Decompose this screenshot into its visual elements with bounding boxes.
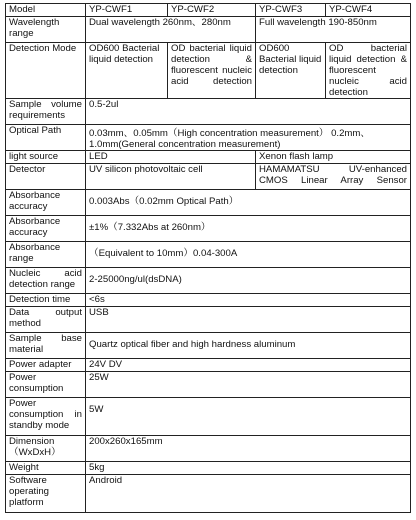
row-detection-mode: [6, 43, 411, 99]
value-cell: 5kg: [86, 462, 411, 475]
model-cell: YP-CWF1: [86, 4, 168, 17]
row-label: Absorbance range: [6, 242, 86, 268]
model-cell: YP-CWF4: [326, 4, 411, 17]
row-sample-base: [6, 333, 411, 359]
model-cell: YP-CWF3: [256, 4, 326, 17]
model-cell: YP-CWF2: [168, 4, 256, 17]
value-cell: 0.5-2ul: [86, 99, 411, 125]
value-cell: UV silicon photovoltaic cell: [86, 164, 256, 190]
value-cell: Android: [86, 475, 411, 513]
row-label: Dimension（WxDxH）: [6, 436, 86, 462]
row-label: Nucleic acid detection range: [6, 268, 86, 294]
row-label: light source: [6, 151, 86, 164]
value-cell: 25W: [86, 372, 411, 398]
row-label: Power consumption in standby mode: [6, 398, 86, 436]
row-label: Absorbance accuracy: [6, 190, 86, 216]
row-label: Weight: [6, 462, 86, 475]
row-wavelength-range: [6, 17, 411, 43]
row-standby-power: [6, 398, 411, 436]
row-dimension: [6, 436, 411, 462]
value-cell: USB: [86, 307, 411, 333]
row-label: Wavelength range: [6, 17, 86, 43]
value-cell: Full wavelength 190-850nm: [256, 17, 411, 43]
value-cell: 0.03mm、0.05mm（High concentration measurement） 0.2mm、1.0mm(General concentration measurement): [86, 125, 411, 151]
row-label: Absorbance accuracy: [6, 216, 86, 242]
row-label: Model: [6, 4, 86, 17]
value-cell: OD600 Bacterial liquid detection: [86, 43, 168, 99]
row-absorbance-accuracy-2: [6, 216, 411, 242]
row-power-adapter: [6, 359, 411, 372]
row-model: [6, 4, 411, 17]
row-label: Sample volume requirements: [6, 99, 86, 125]
value-cell: 200x260x165mm: [86, 436, 411, 462]
value-cell: 0.003Abs（0.02mm Optical Path）: [86, 190, 411, 216]
spec-table: [5, 3, 411, 513]
value-cell: （Equivalent to 10mm）0.04-300A: [86, 242, 411, 268]
value-cell: OD bacterial liquid detection & fluorescent nucleic acid detection: [168, 43, 256, 99]
row-label: Sample base material: [6, 333, 86, 359]
value-cell: OD bacterial liquid detection & fluorescent nucleic acid detection: [326, 43, 411, 99]
row-absorbance-range: [6, 242, 411, 268]
row-light-source: [6, 151, 411, 164]
row-power-consumption: [6, 372, 411, 398]
row-label: Software operating platform: [6, 475, 86, 513]
row-label: Data output method: [6, 307, 86, 333]
row-detection-time: [6, 294, 411, 307]
value-cell: 2-25000ng/ul(dsDNA): [86, 268, 411, 294]
row-label: Detection time: [6, 294, 86, 307]
row-label: Optical Path: [6, 125, 86, 151]
value-cell: HAMAMATSU UV-enhanced CMOS Linear Array Sensor: [256, 164, 411, 190]
row-label: Power consumption: [6, 372, 86, 398]
row-absorbance-accuracy: [6, 190, 411, 216]
value-cell: 5W: [86, 398, 411, 436]
value-cell: OD600 Bacterial liquid detection: [256, 43, 326, 99]
value-cell: LED: [86, 151, 256, 164]
value-cell: 24V DV: [86, 359, 411, 372]
row-label: Power adapter: [6, 359, 86, 372]
row-software-platform: [6, 475, 411, 513]
row-data-output: [6, 307, 411, 333]
row-optical-path: [6, 125, 411, 151]
value-cell: Dual wavelength 260nm、280nm: [86, 17, 256, 43]
row-weight: [6, 462, 411, 475]
row-sample-volume: [6, 99, 411, 125]
value-cell: <6s: [86, 294, 411, 307]
row-label: Detection Mode: [6, 43, 86, 99]
row-detector: [6, 164, 411, 190]
row-nucleic-acid-range: [6, 268, 411, 294]
value-cell: Xenon flash lamp: [256, 151, 411, 164]
value-cell: ±1%（7.332Abs at 260nm）: [86, 216, 411, 242]
row-label: Detector: [6, 164, 86, 190]
value-cell: Quartz optical fiber and high hardness aluminum: [86, 333, 411, 359]
